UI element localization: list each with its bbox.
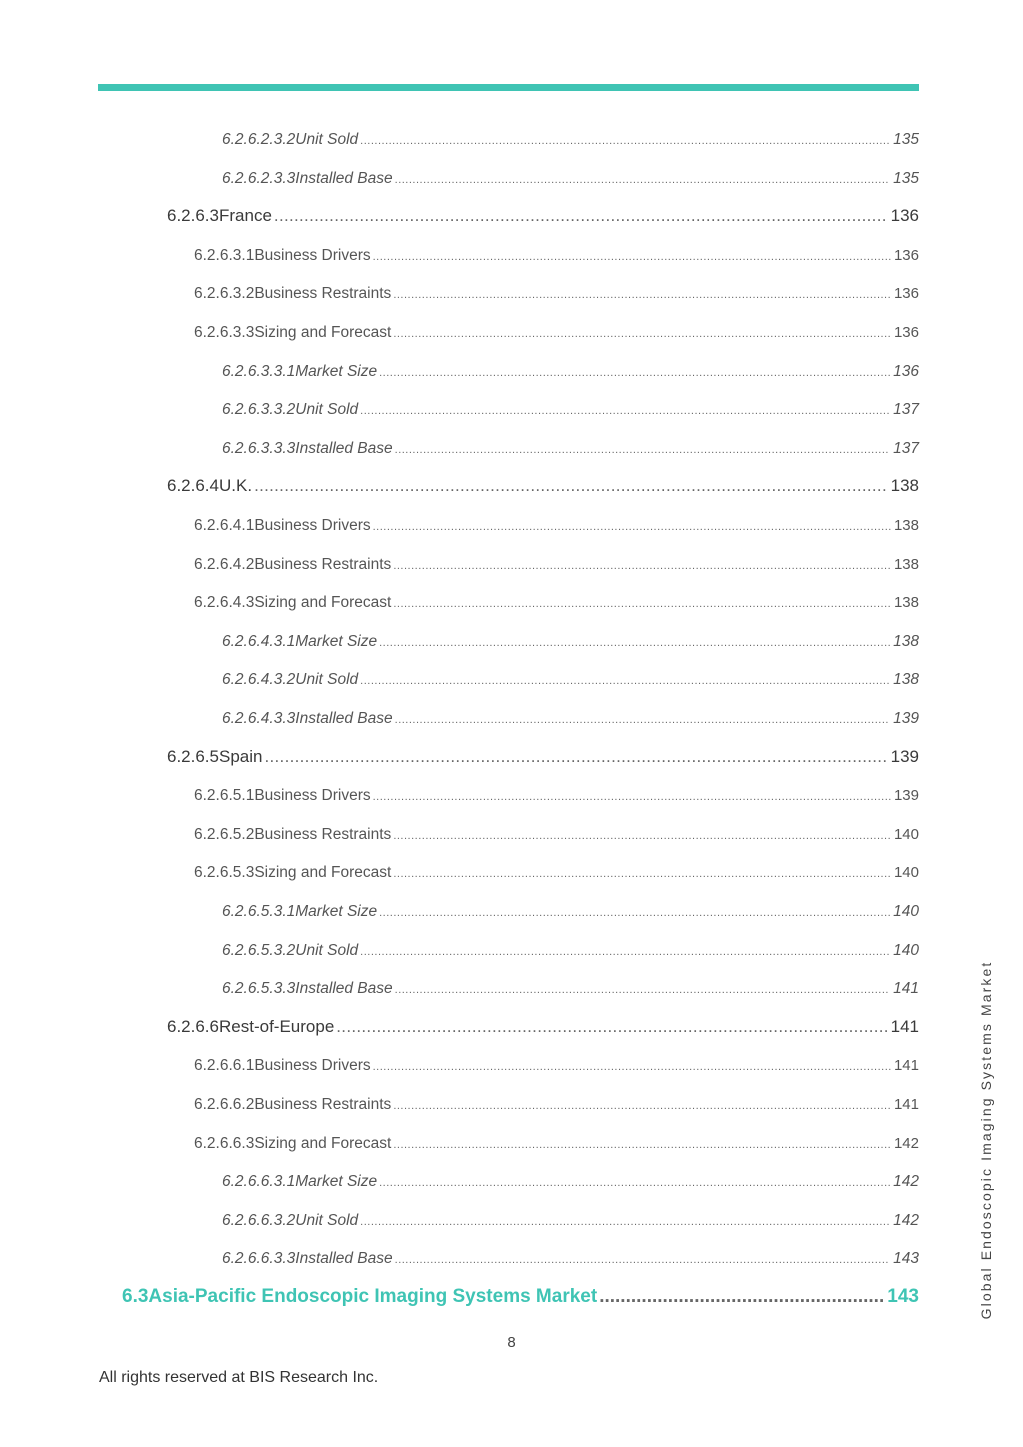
toc-entry[interactable] [222, 710, 919, 728]
toc-number: 6.2.6.3.3.1 [222, 362, 296, 380]
toc-leader [274, 206, 888, 226]
toc-number: 6.2.6.6 [167, 1016, 219, 1036]
toc-leader [373, 521, 891, 533]
toc-page: 136 [893, 324, 919, 341]
toc-leader [379, 367, 890, 379]
toc-entry[interactable] [167, 476, 919, 496]
toc-entry[interactable] [222, 363, 919, 381]
toc-leader [395, 1254, 890, 1266]
toc-entry[interactable] [222, 1212, 919, 1230]
toc-page: 138 [893, 671, 919, 689]
toc-page: 143 [893, 1250, 919, 1268]
toc-title: Installed Base [295, 169, 393, 187]
toc-page: 139 [893, 787, 919, 805]
toc-page: 136 [893, 285, 919, 303]
toc-title: Sizing and Forecast [254, 324, 392, 341]
toc-page: 139 [893, 710, 919, 727]
toc-leader [393, 830, 891, 842]
toc-page: 142 [893, 1173, 919, 1191]
toc-entry[interactable] [167, 747, 919, 767]
toc-page: 138 [893, 594, 919, 612]
toc-page: 140 [893, 941, 919, 959]
toc-number: 6.2.6.3.3.2 [222, 401, 296, 419]
toc-page: 135 [893, 131, 919, 148]
toc-leader [393, 868, 891, 880]
toc-page: 136 [893, 246, 919, 264]
toc-title: Market Size [295, 632, 378, 650]
toc-number: 6.2.6.4.1 [194, 517, 255, 534]
toc-entry[interactable] [194, 1096, 919, 1114]
toc-page: 140 [893, 864, 919, 882]
toc-leader [393, 560, 891, 572]
toc-entry[interactable] [222, 1173, 919, 1191]
toc-leader [373, 251, 891, 263]
toc-leader [336, 1017, 887, 1037]
toc-title: Spain [219, 746, 263, 766]
toc-page: 142 [893, 1134, 919, 1152]
toc-page: 138 [893, 632, 919, 650]
toc-leader [373, 1061, 891, 1073]
toc-title: Business Restraints [254, 1096, 392, 1113]
toc-page: 141 [893, 980, 919, 998]
toc-title: Market Size [295, 362, 378, 380]
toc-number: 6.2.6.4.3.3 [222, 710, 296, 727]
toc-page: 137 [893, 439, 919, 457]
toc-entry[interactable] [167, 1017, 919, 1037]
toc-title: Unit Sold [295, 131, 359, 148]
toc-page: 141 [893, 1096, 919, 1113]
toc-entry[interactable] [222, 131, 919, 149]
toc-entry[interactable] [222, 1250, 919, 1268]
toc-leader [360, 135, 890, 147]
toc-number: 6.2.6.3.3 [194, 324, 255, 341]
toc-number: 6.2.6.4.3 [194, 594, 255, 612]
toc-number: 6.2.6.5.2 [194, 825, 255, 843]
toc-leader [395, 174, 890, 186]
toc-number: 6.2.6.4.3.1 [222, 632, 296, 650]
side-running-title: Global Endoscopic Imaging Systems Market [978, 960, 994, 1320]
toc-leader [393, 1100, 891, 1112]
toc-number: 6.2.6.5.3 [194, 864, 255, 882]
toc-page: 140 [893, 825, 919, 843]
toc-leader [395, 714, 890, 726]
toc-title: Business Drivers [254, 517, 371, 534]
toc-title: Unit Sold [295, 941, 359, 959]
toc-entry[interactable] [222, 170, 919, 188]
toc-page: 141 [893, 1057, 919, 1075]
toc-title: U.K. [219, 476, 253, 496]
toc-number: 6.2.6.4.3.2 [222, 671, 296, 689]
toc-title: Market Size [295, 1173, 378, 1191]
toc-title: Sizing and Forecast [254, 1134, 392, 1152]
toc-entry[interactable] [194, 247, 919, 265]
toc-title: Unit Sold [295, 1211, 359, 1229]
toc-leader [393, 289, 891, 301]
toc-number: 6.2.6.5.1 [194, 787, 255, 805]
toc-number: 6.2.6.2.3.3 [222, 169, 296, 187]
toc-number: 6.2.6.6.3 [194, 1134, 255, 1152]
toc-number: 6.2.6.5.3.3 [222, 980, 296, 998]
toc-leader [360, 1216, 890, 1228]
toc-title: Business Restraints [254, 825, 392, 843]
toc-entry[interactable] [222, 942, 919, 960]
toc-number: 6.2.6.5.3.1 [222, 903, 296, 920]
toc-number: 6.2.6.3.2 [194, 285, 255, 303]
toc-leader [254, 476, 888, 496]
toc-title: Asia-Pacific Endoscopic Imaging Systems Market [148, 1286, 598, 1307]
toc-number: 6.2.6.3 [167, 206, 219, 226]
toc-leader [379, 637, 890, 649]
toc-entry[interactable] [194, 864, 919, 882]
toc-number: 6.2.6.4.2 [194, 555, 255, 573]
toc-leader [360, 405, 890, 417]
toc-number: 6.2.6.4 [167, 476, 219, 496]
toc-entry[interactable] [222, 671, 919, 689]
toc-title: Installed Base [295, 980, 393, 998]
toc-number: 6.2.6.5.3.2 [222, 941, 296, 959]
toc-page: 137 [893, 401, 919, 419]
toc-title: Unit Sold [295, 671, 359, 689]
toc-title: Sizing and Forecast [254, 594, 392, 612]
toc-entry[interactable] [222, 980, 919, 998]
toc-title: Installed Base [295, 1250, 393, 1268]
toc-leader [395, 444, 890, 456]
toc-number: 6.2.6.2.3.2 [222, 131, 296, 148]
toc-leader [379, 1177, 890, 1189]
toc-page: 141 [890, 1016, 919, 1036]
toc-number: 6.2.6.6.3.1 [222, 1173, 296, 1191]
toc-title: Installed Base [295, 439, 393, 457]
toc-page: 138 [893, 555, 919, 573]
toc-leader [373, 791, 891, 803]
toc-entry[interactable] [222, 440, 919, 458]
toc-entry[interactable] [122, 1286, 919, 1308]
toc-page: 138 [893, 517, 919, 534]
toc-leader [393, 598, 891, 610]
toc-page: 136 [890, 206, 919, 226]
toc-entry[interactable] [194, 324, 919, 342]
toc-entry[interactable] [194, 517, 919, 535]
toc-number: 6.3 [122, 1286, 149, 1307]
toc-entry[interactable] [222, 903, 919, 921]
toc-title: France [219, 206, 272, 226]
toc-page: 136 [893, 362, 919, 380]
footer-copyright: All rights reserved at BIS Research Inc. [99, 1369, 379, 1386]
toc-page: 135 [893, 169, 919, 187]
toc-title: Business Drivers [254, 246, 371, 264]
toc-page: 139 [890, 746, 919, 766]
toc-title: Business Drivers [254, 1057, 371, 1075]
toc-number: 6.2.6.5 [167, 746, 219, 766]
toc-page: 140 [893, 903, 919, 920]
toc-title: Business Restraints [254, 285, 392, 303]
toc-number: 6.2.6.3.1 [194, 246, 255, 264]
toc-number: 6.2.6.6.3.2 [222, 1211, 296, 1229]
toc-number: 6.2.6.6.3.3 [222, 1250, 296, 1268]
toc-title: Installed Base [295, 710, 393, 727]
toc-leader [379, 907, 890, 919]
toc-title: Business Drivers [254, 787, 371, 805]
toc-entry[interactable] [194, 556, 919, 574]
toc-entry[interactable] [194, 594, 919, 612]
toc-page: 138 [890, 476, 919, 496]
toc-entry[interactable] [194, 1135, 919, 1153]
toc-number: 6.2.6.3.3.3 [222, 439, 296, 457]
toc-leader [264, 747, 887, 767]
toc-title: Business Restraints [254, 555, 392, 573]
toc-title: Unit Sold [295, 401, 359, 419]
toc-entry[interactable] [194, 1057, 919, 1075]
toc-number: 6.2.6.6.2 [194, 1096, 255, 1113]
toc-leader [360, 946, 890, 958]
toc-number: 6.2.6.6.1 [194, 1057, 255, 1075]
toc-entry[interactable] [222, 401, 919, 419]
toc-title: Rest-of-Europe [219, 1016, 335, 1036]
toc-page: 143 [887, 1286, 919, 1307]
toc-title: Market Size [295, 903, 378, 920]
toc-entry[interactable] [194, 285, 919, 303]
page-number: 8 [507, 1334, 516, 1351]
toc-entry[interactable] [222, 633, 919, 651]
toc-leader [393, 1139, 891, 1151]
toc-leader [599, 1286, 884, 1308]
header-accent-bar [98, 84, 919, 91]
toc-page: 142 [893, 1211, 919, 1229]
toc-leader [395, 984, 890, 996]
toc-leader [360, 675, 890, 687]
toc-entry[interactable] [194, 826, 919, 844]
toc-entry[interactable] [194, 787, 919, 805]
toc-leader [393, 328, 891, 340]
toc-entry[interactable] [167, 206, 919, 226]
toc-title: Sizing and Forecast [254, 864, 392, 882]
